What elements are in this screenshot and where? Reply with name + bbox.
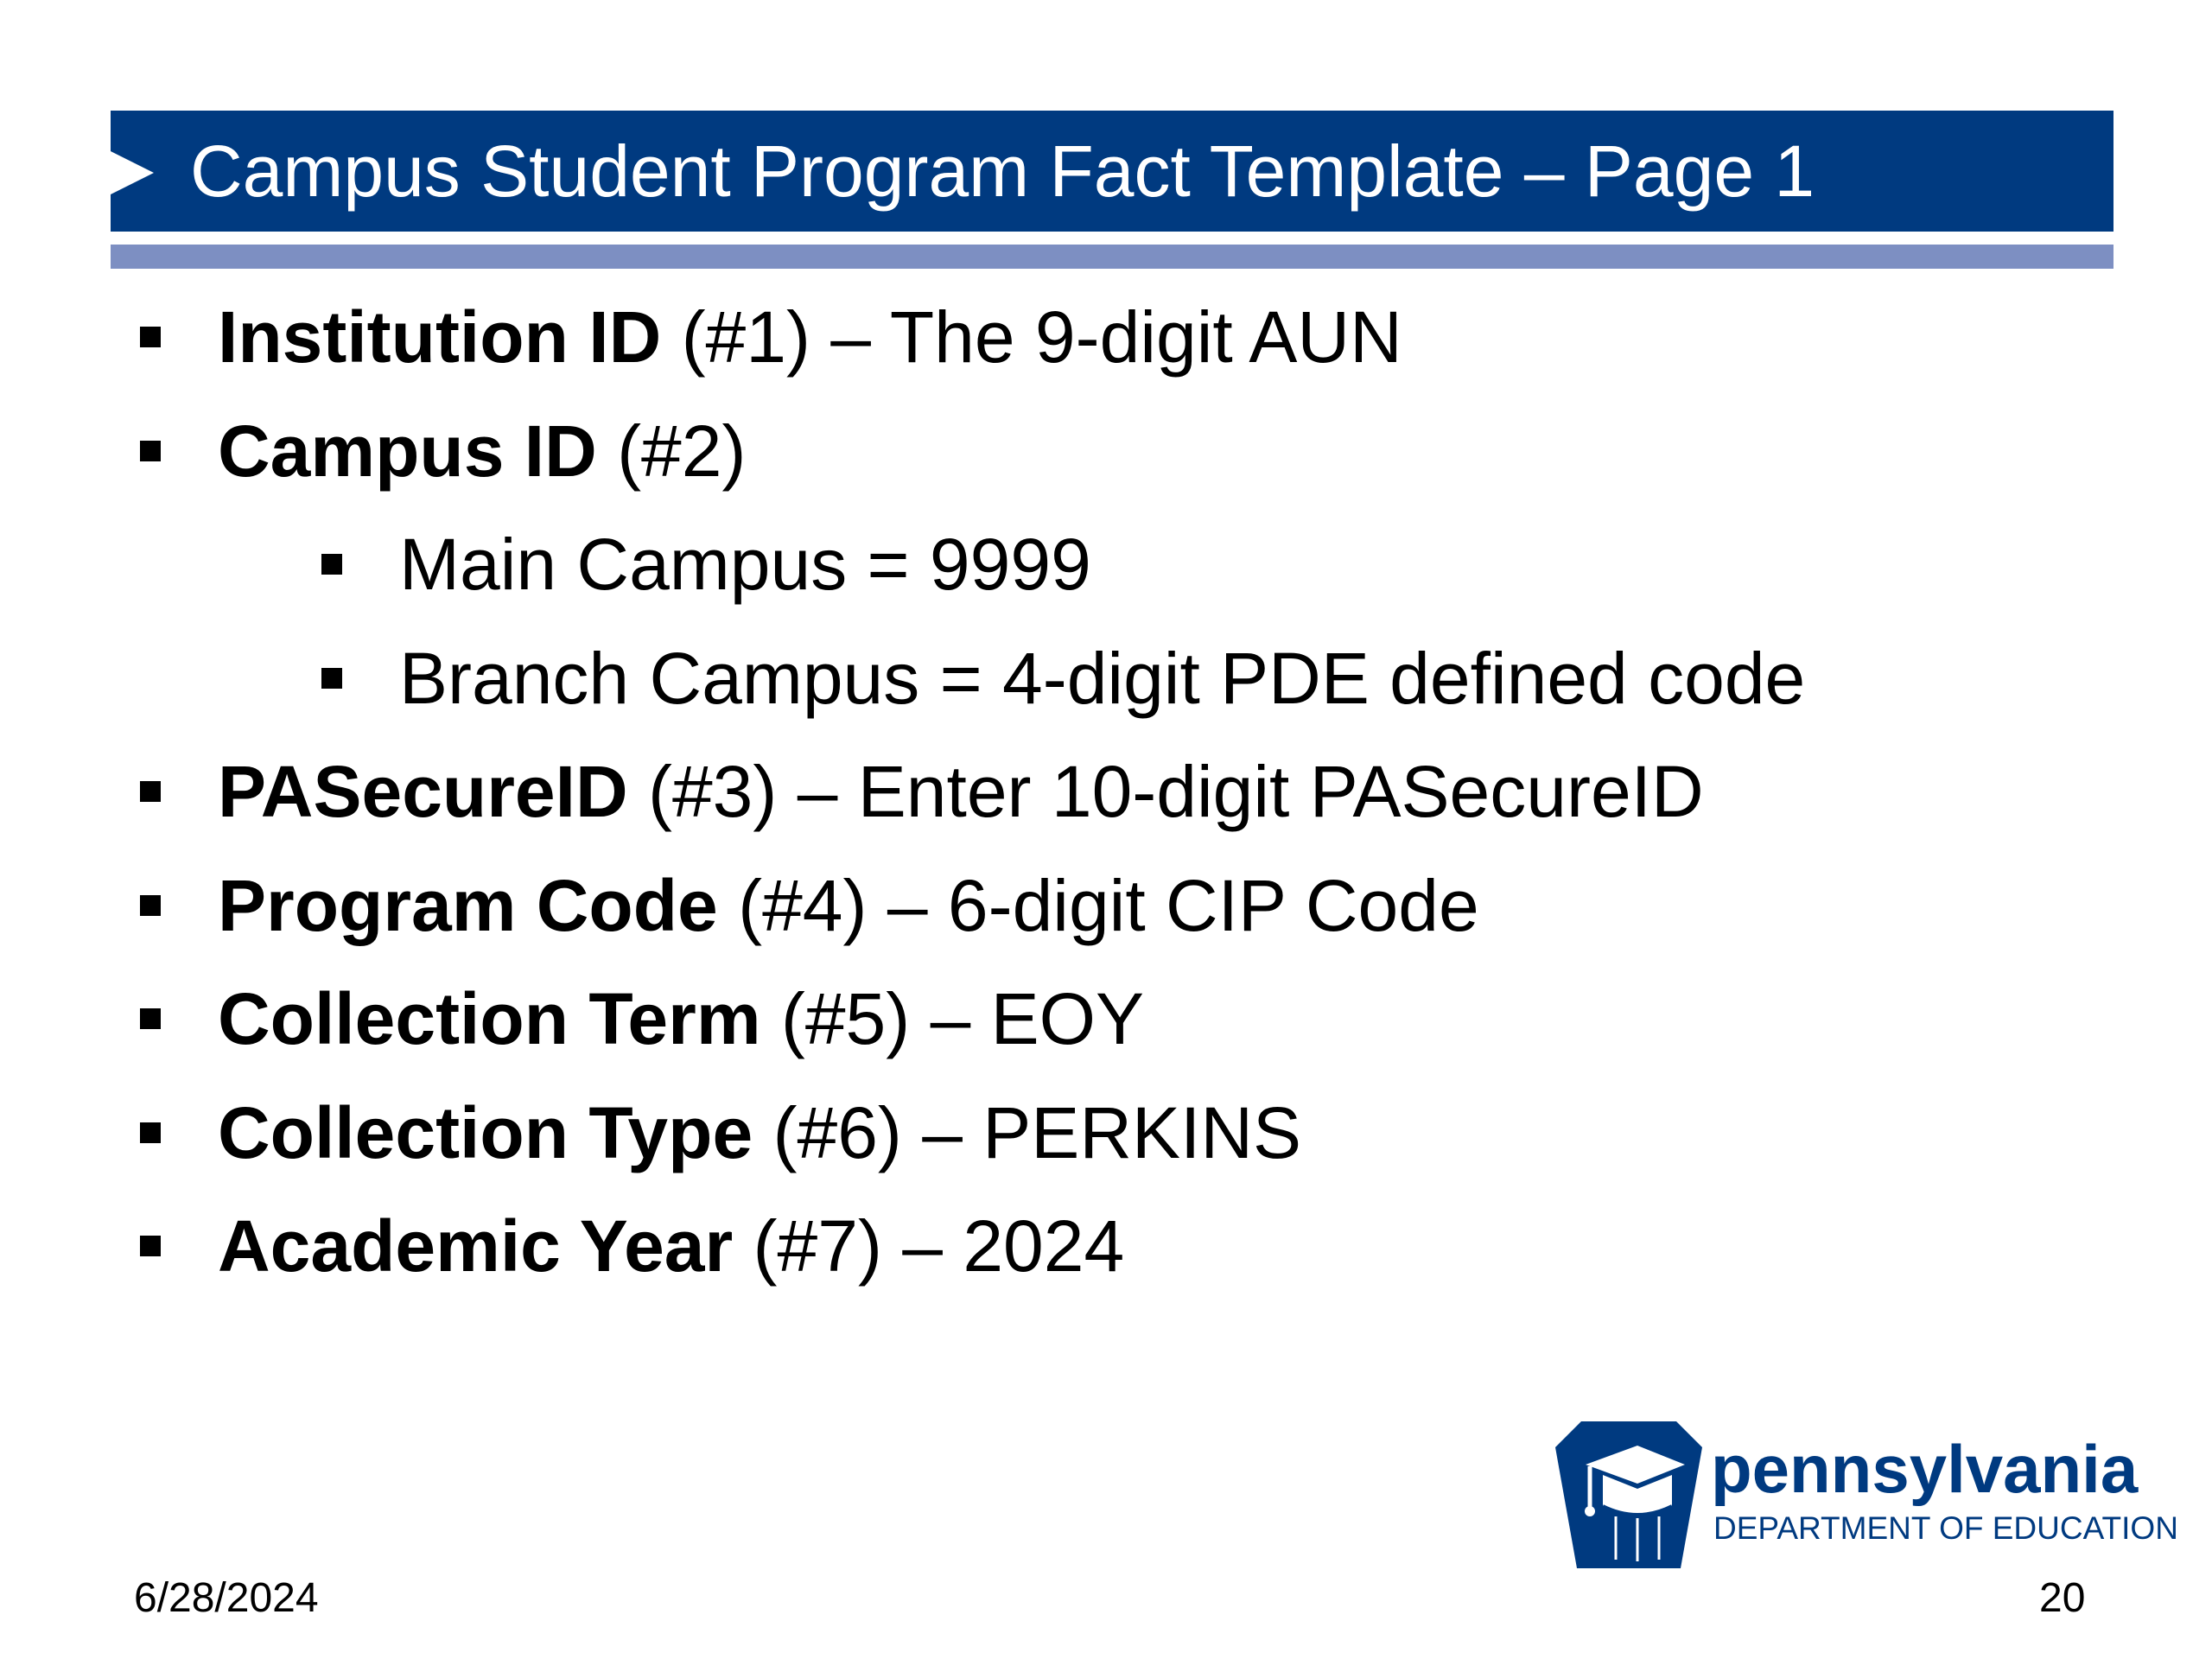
- bullet-text: [218, 289, 1402, 385]
- bullet-desc: – 2024: [881, 1205, 1125, 1287]
- bullet-text: [218, 1085, 1301, 1180]
- bullet-desc: – 6-digit CIP Code: [867, 864, 1479, 946]
- title-bar: [111, 111, 2113, 232]
- bullet-desc: Main Campus = 9999: [399, 524, 1091, 605]
- square-bullet-icon: [140, 1236, 161, 1256]
- bullet-ref: (#4): [717, 864, 868, 946]
- bullet-label: Program Code: [218, 864, 718, 946]
- bullet-label: Collection Type: [218, 1091, 753, 1173]
- bullet-text: [399, 631, 1805, 726]
- footer-date: 6/28/2024: [134, 1575, 319, 1621]
- pde-logo: [1555, 1421, 2178, 1568]
- bullet-ref: (#3): [627, 751, 778, 832]
- bullet-desc: Branch Campus = 4-digit PDE defined code: [399, 637, 1806, 719]
- bullet-ref: (#7): [733, 1205, 882, 1287]
- square-bullet-icon: [140, 1008, 161, 1029]
- square-bullet-icon: [140, 895, 161, 916]
- bullet-desc: – The 9-digit AUN: [810, 296, 1402, 378]
- square-bullet-icon: [140, 441, 161, 461]
- square-bullet-icon: [140, 1122, 161, 1143]
- square-bullet-icon: [140, 327, 161, 347]
- page-number: 20: [2039, 1575, 2086, 1621]
- bullet-desc: – EOY: [910, 978, 1145, 1059]
- square-bullet-icon: [321, 668, 342, 689]
- bullet-label: PASecureID: [218, 751, 628, 832]
- bullet-desc: – Enter 10-digit PASecureID: [777, 751, 1704, 832]
- slide-title: Campus Student Program Fact Template – Page 1: [190, 130, 1815, 212]
- logo-subtitle: DEPARTMENT OF EDUCATION: [1713, 1510, 2178, 1546]
- bullet-text: [218, 858, 1479, 953]
- bullet-ref: (#1): [661, 296, 810, 378]
- title-arrow-icon: [111, 151, 154, 194]
- bullet-text: [399, 517, 1091, 612]
- bullet-label: Institution ID: [218, 296, 662, 378]
- bullet-text: [218, 971, 1144, 1066]
- bullet-label: Academic Year: [218, 1205, 734, 1287]
- square-bullet-icon: [140, 781, 161, 802]
- title-underline: [111, 245, 2113, 269]
- bullet-text: [218, 404, 746, 499]
- bullet-ref: (#2): [596, 410, 747, 492]
- bullet-desc: – PERKINS: [901, 1091, 1302, 1173]
- bullet-ref: (#5): [760, 978, 911, 1059]
- bullet-text: [218, 1198, 1124, 1294]
- keystone-mortarboard-icon: [1555, 1421, 1702, 1568]
- bullet-label: Campus ID: [218, 410, 597, 492]
- bullet-ref: (#6): [753, 1091, 902, 1173]
- logo-wordmark: pennsylvania: [1711, 1431, 2139, 1507]
- bullet-label: Collection Term: [218, 978, 761, 1059]
- square-bullet-icon: [321, 554, 342, 575]
- bullet-text: [218, 744, 1704, 839]
